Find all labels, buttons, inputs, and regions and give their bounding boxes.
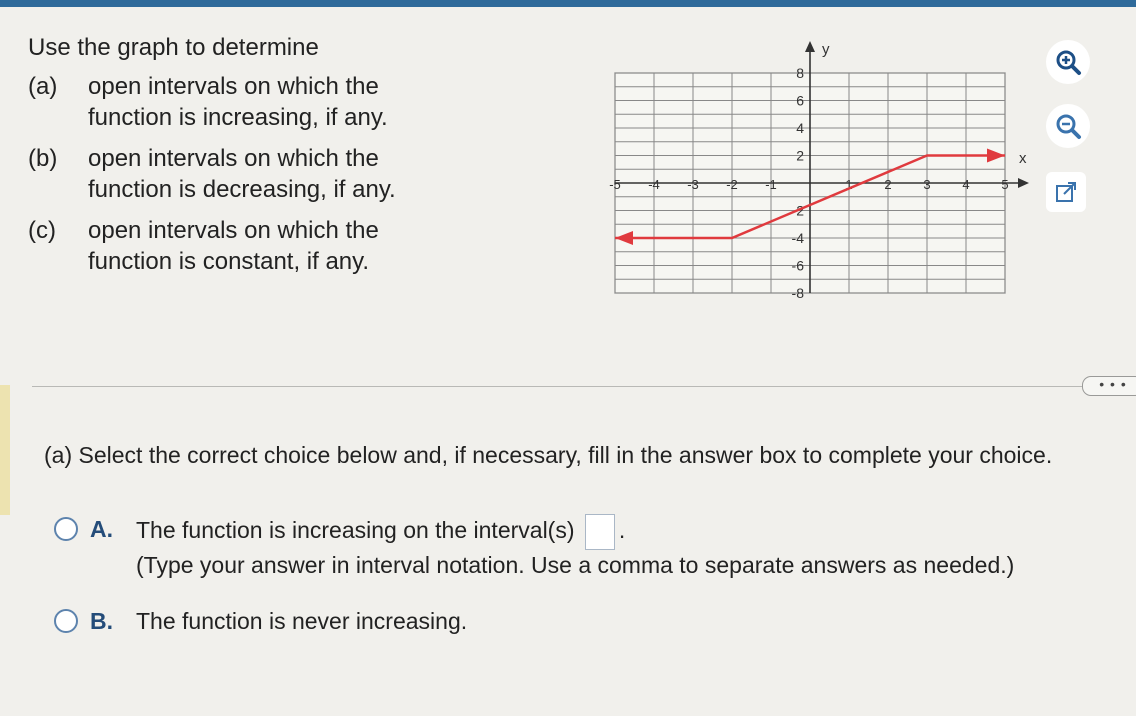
x-tick-label: 1 — [845, 177, 853, 192]
x-tick-label: 2 — [884, 177, 892, 192]
part-label: (b) — [28, 145, 58, 172]
part-text: open intervals on which the function is decreasing, if any. — [88, 145, 396, 203]
choice-letter: A. — [90, 516, 113, 542]
choice-letter: B. — [90, 608, 113, 634]
answer-section — [44, 440, 1134, 662]
question-part-b — [28, 143, 448, 205]
x-tick-label: -4 — [648, 177, 660, 192]
y-tick-label: -4 — [791, 230, 804, 246]
y-tick-label: -8 — [791, 285, 804, 300]
interval-answer-input[interactable] — [585, 514, 615, 550]
x-axis-label: x — [1019, 150, 1027, 167]
zoom-out-icon — [1053, 111, 1083, 141]
choice-a-hint: (Type your answer in interval notation. Use a comma to separate answers as needed.) — [136, 552, 1015, 578]
y-tick-label: -6 — [791, 257, 804, 274]
part-text: open intervals on which the function is increasing, if any. — [88, 73, 388, 131]
part-label: (a) — [28, 73, 58, 100]
y-axis-arrow — [805, 41, 815, 52]
part-text: open intervals on which the function is constant, if any. — [88, 217, 379, 275]
y-tick-label: 2 — [796, 147, 804, 164]
question-intro: Use the graph to determine — [28, 34, 319, 61]
choice-a-period: . — [618, 517, 626, 544]
choice-a-radio[interactable] — [54, 517, 78, 541]
y-tick-label: 6 — [796, 92, 804, 109]
choice-b-radio[interactable] — [54, 609, 78, 633]
x-tick-label: -3 — [687, 177, 699, 192]
external-link-icon — [1054, 180, 1078, 204]
choice-b[interactable] — [44, 606, 1134, 636]
more-options-button[interactable]: • • • — [1082, 376, 1136, 396]
section-divider — [32, 386, 1082, 387]
question-part-a — [28, 71, 448, 133]
open-graph-button[interactable] — [1046, 172, 1086, 212]
x-tick-label: -5 — [609, 177, 621, 192]
question-part-c — [28, 215, 448, 277]
function-graph — [605, 38, 1030, 305]
y-tick-label: 4 — [796, 120, 804, 136]
top-bar — [0, 0, 1136, 7]
x-axis-arrow — [1018, 178, 1029, 188]
y-tick-label: 8 — [796, 65, 804, 81]
y-axis-label: y — [822, 41, 830, 58]
x-tick-label: -1 — [765, 177, 777, 192]
zoom-in-icon — [1053, 47, 1083, 77]
choice-b-text: The function is never increasing. — [136, 608, 468, 634]
answer-prompt: (a) Select the correct choice below and, if necessary, fill in the answer box to complete your choice. — [44, 442, 1053, 468]
x-tick-label: 3 — [923, 177, 931, 192]
x-tick-label: -2 — [726, 177, 738, 192]
x-tick-label: 4 — [962, 177, 970, 192]
choice-a-text: The function is increasing on the interval(s) — [136, 517, 575, 544]
x-tick-label: 5 — [1001, 177, 1009, 192]
choice-a[interactable] — [44, 514, 1134, 580]
side-strip — [0, 385, 10, 515]
y-tick-label: -2 — [791, 202, 804, 219]
part-label: (c) — [28, 217, 56, 244]
zoom-out-button[interactable] — [1046, 104, 1090, 148]
graph-svg — [605, 38, 1030, 300]
zoom-in-button[interactable] — [1046, 40, 1090, 84]
question-text — [28, 32, 448, 287]
